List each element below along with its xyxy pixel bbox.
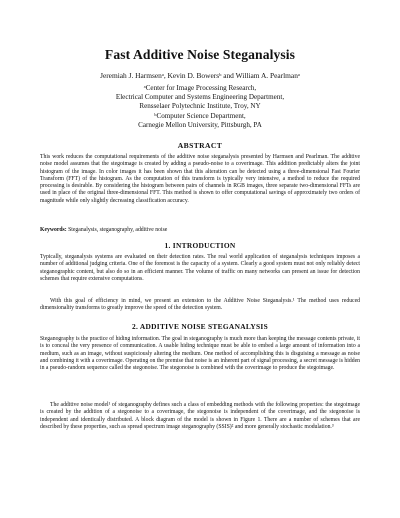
section-heading-introduction: 1. INTRODUCTION <box>164 241 236 250</box>
paragraph: With this goal of efficiency in mind, we present an extension to the Additive Noise Steganalysis.¹ The method uses reduced dimensionality transforms to greatly improve the speed of the detection system. <box>40 298 360 312</box>
section-heading-additive-noise: 2. ADDITIVE NOISE STEGANALYSIS <box>131 322 269 331</box>
author-list: Jeremiah J. Harmsenᵃ, Kevin D. Bowersᵇ and William A. Pearlmanᵃ <box>100 71 300 80</box>
keywords-list: Steganalysis, steganography, additive noise <box>68 227 168 233</box>
affiliations <box>0 84 400 130</box>
affiliation-line: ᵇComputer Science Department, <box>154 111 246 120</box>
paragraph: Typically, steganalysis systems are evaluated on their detection rates. The real world application of steganalysis techniques imposes a number of additional judging criteria. One of the foremost is the capacity of a system. Clearly a good system must not only reliably detect steganographic content, but also do so in an efficient manner. The volume of traffic on many networks can present an issue for detection schemes that require extensive computations. <box>40 254 360 282</box>
paper-title: Fast Additive Noise Steganalysis <box>104 47 296 62</box>
keywords-line <box>40 227 360 234</box>
affiliation-line: Electrical Computer and Systems Engineering Department, <box>115 93 285 102</box>
affiliation-line: Rensselaer Polytechnic Institute, Troy, NY <box>139 102 261 111</box>
paragraph: The additive noise model¹ of steganography defines such a class of embedding methods with the following properties: the stegoimage is created by the addition of a stegonoise to a coverimage, the stegonoise is independent of the coverimage, and the stegonoise is independent and identically distributed. A block diagram of the model is shown in Figure 1. There are a number of schemes that are described by these properties, such as spread spectrum image steganography (SSIS)² and more generally stochastic modulation.³ <box>40 402 360 430</box>
keywords-label: Keywords: <box>40 227 67 233</box>
paragraph: Steganography is the practice of hiding information. The goal in steganography is much more than keeping the message contents private, it is to conceal the very presence of communication. A usable hiding technique must be able to embed a large amount of information into a medium, such as an image, without suspiciously altering the medium. One method of accomplishing this is disguising a message as noise and combining it with a coverimage. Operating on the premise that noise is an inherent part of signal processing, a secret message is hidden in a pseudo-random sequence called the stegonoise. The stegonoise is combined with the coverimage to produce the stegoimage. <box>40 336 360 371</box>
abstract-text: This work reduces the computational requirements of the additive noise steganalysis presented by Harmsen and Pearlman. The additive noise model assumes that the stegoimage is created by adding a pseudo-noise to a coverimage. This addition predictably alters the joint histogram of the image. In color images it has been shown that this alteration can be detected using a three-dimensional Fast Fourier Transform (FFT) of the histogram. As the computation of this transform is typically very intensive, a method to reduce the required processing is desirable. By considering the histogram between pairs of channels in RGB images, three separate two-dimensional FFTs are used in place of the original three-dimensional FFT. This method is shown to offer computational savings of approximately two orders of magnitude while only slightly decreasing classification accuracy. <box>40 154 360 204</box>
affiliation-line: Carnegie Mellon University, Pittsburgh, PA <box>138 120 262 129</box>
abstract-heading: ABSTRACT <box>177 141 223 150</box>
affiliation-line: ᵃCenter for Image Processing Research, <box>143 84 257 92</box>
